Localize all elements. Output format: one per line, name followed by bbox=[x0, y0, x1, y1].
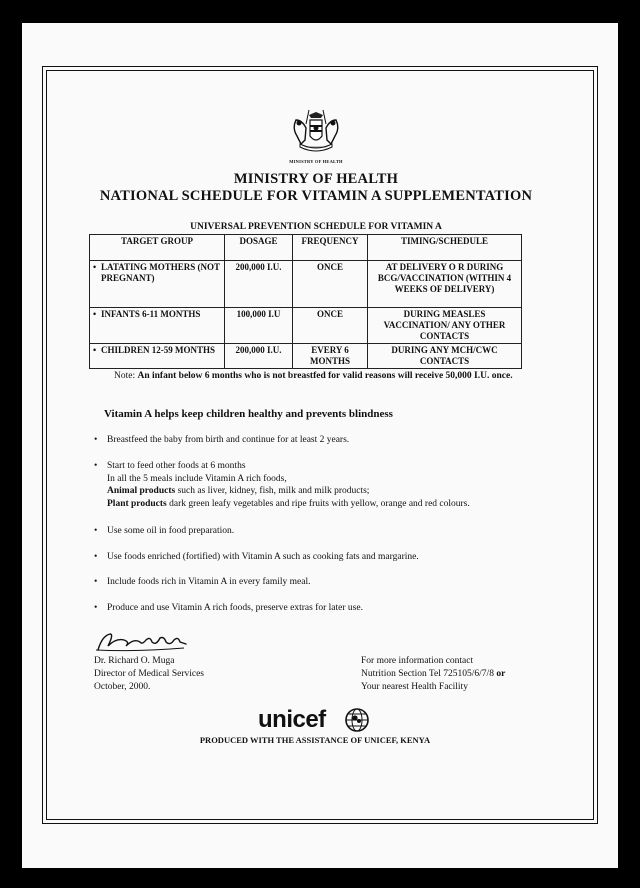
frequency-cell: ONCE bbox=[293, 308, 368, 344]
page-subtitle: NATIONAL SCHEDULE FOR VITAMIN A SUPPLEMENTATION bbox=[99, 188, 533, 204]
bullet-icon: • bbox=[94, 577, 98, 587]
table-cell: • LATATING MOTHERS (NOT PREGNANT) bbox=[90, 261, 225, 308]
advice-heading: Vitamin A helps keep children healthy and prevents blindness bbox=[104, 408, 393, 420]
column-header: TARGET GROUP bbox=[90, 235, 225, 261]
column-header: DOSAGE bbox=[225, 235, 293, 261]
signature-icon bbox=[94, 628, 194, 654]
column-header: TIMING/SCHEDULE bbox=[368, 235, 522, 261]
table-cell: • CHILDREN 12-59 MONTHS bbox=[90, 344, 225, 369]
signatory-date: October, 2000. bbox=[94, 682, 151, 692]
target-group: INFANTS 6-11 MONTHS bbox=[101, 309, 201, 319]
bullet-line: Plant products dark green leafy vegetables and ripe fruits with yellow, orange and red colours. bbox=[107, 498, 470, 509]
frequency-cell: ONCE bbox=[293, 261, 368, 308]
signatory-name: Dr. Richard O. Muga bbox=[94, 656, 175, 666]
note-prefix: Note: bbox=[114, 371, 138, 381]
bullet-icon: • bbox=[94, 461, 98, 471]
animal-products-label: Animal products bbox=[107, 486, 176, 496]
unicef-emblem-icon bbox=[344, 707, 370, 733]
timing-cell: DURING ANY MCH/CWC CONTACTS bbox=[368, 344, 522, 369]
timing-cell: AT DELIVERY O R DURING BCG/VACCINATION (WITHIN 4 WEEKS OF DELIVERY) bbox=[368, 261, 522, 308]
schedule-note bbox=[114, 370, 544, 383]
contact-line: Nutrition Section Tel 725105/6/7/8 or bbox=[361, 669, 506, 679]
produced-by-credit: PRODUCED WITH THE ASSISTANCE OF UNICEF, KENYA bbox=[199, 735, 431, 745]
unicef-logo: unicef bbox=[258, 706, 376, 734]
dosage-cell: 200,000 I.U. bbox=[225, 261, 293, 308]
table-header-row bbox=[90, 235, 522, 261]
signatory-position: Director of Medical Services bbox=[94, 669, 204, 679]
table-row bbox=[90, 344, 522, 369]
signatory-block bbox=[94, 655, 204, 694]
contact-block bbox=[361, 655, 505, 694]
dosage-cell: 100,000 I.U bbox=[225, 308, 293, 344]
contact-line: For more information contact bbox=[361, 656, 474, 666]
frequency-cell: EVERY 6 MONTHS bbox=[293, 344, 368, 369]
table-row bbox=[90, 308, 522, 344]
contact-line: Your nearest Health Facility bbox=[361, 682, 468, 692]
schedule-table-title: UNIVERSAL PREVENTION SCHEDULE FOR VITAMIN A bbox=[190, 222, 442, 232]
target-group: LATATING MOTHERS (NOT PREGNANT) bbox=[101, 262, 220, 283]
bullet-line: In all the 5 meals include Vitamin A rich foods, bbox=[107, 473, 287, 484]
crest-caption: MINISTRY OF HEALTH bbox=[289, 159, 343, 164]
bullet-icon: • bbox=[94, 435, 98, 445]
bullet-line: Start to feed other foods at 6 months bbox=[107, 461, 246, 471]
schedule-table bbox=[89, 234, 522, 369]
table-cell: • INFANTS 6-11 MONTHS bbox=[90, 308, 225, 344]
bullet-icon: • bbox=[94, 552, 98, 562]
bullet-line: Animal products such as liver, kidney, fish, milk and milk products; bbox=[107, 486, 370, 496]
bullet-icon: • bbox=[94, 603, 98, 613]
column-header: FREQUENCY bbox=[293, 235, 368, 261]
coat-of-arms-icon bbox=[288, 106, 344, 156]
plant-products-label: Plant products bbox=[107, 498, 167, 509]
bullet-icon: • bbox=[94, 526, 98, 536]
dosage-cell: 200,000 I.U. bbox=[225, 344, 293, 369]
timing-cell: DURING MEASLES VACCINATION/ ANY OTHER CONTACTS bbox=[368, 308, 522, 344]
list-item bbox=[94, 460, 564, 514]
table-row bbox=[90, 261, 522, 308]
target-group: CHILDREN 12-59 MONTHS bbox=[101, 345, 216, 355]
note-text: An infant below 6 months who is not breastfed for valid reasons will receive 50,000 I.U. once. bbox=[137, 371, 513, 381]
page-title: MINISTRY OF HEALTH bbox=[233, 171, 399, 187]
